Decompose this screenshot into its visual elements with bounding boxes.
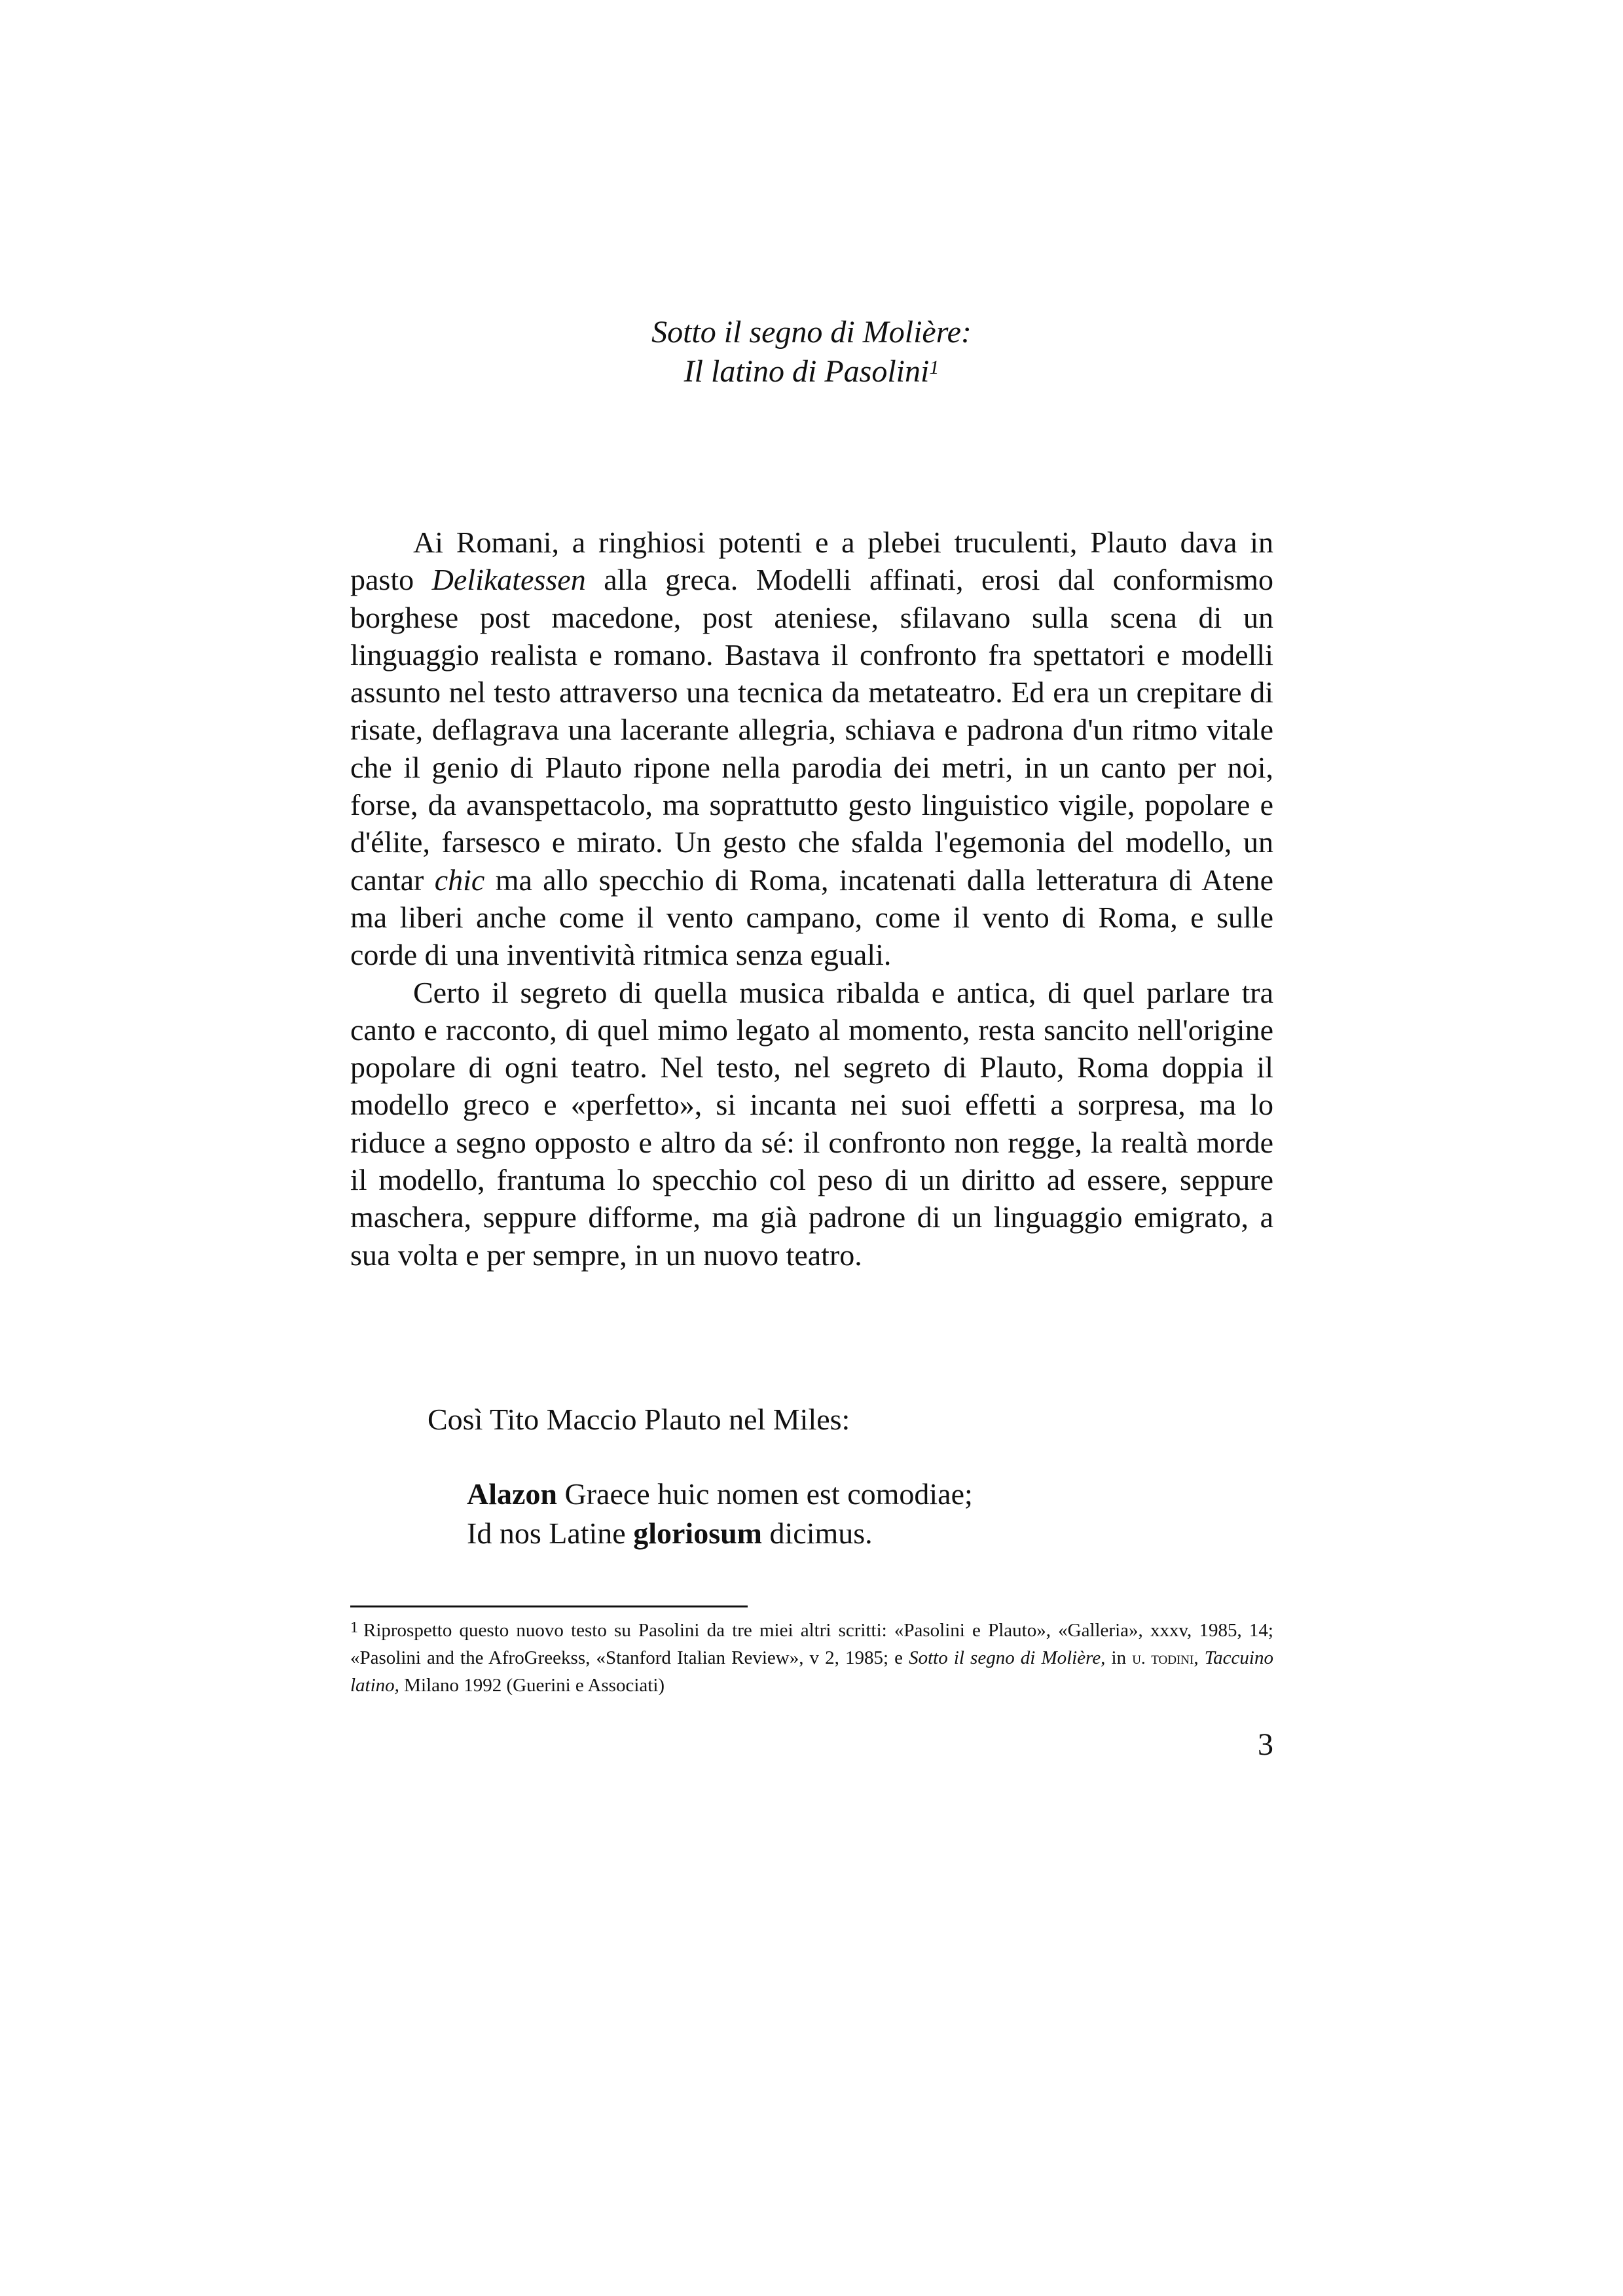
verse-line-1-rest: Graece huic nomen est comodiae; — [557, 1477, 973, 1511]
footnote-marker: 1 — [350, 1619, 358, 1636]
paragraph-1-italic-delikatessen: Delikatessen — [431, 563, 586, 597]
paragraph-1 — [350, 524, 1273, 974]
paragraph-1-italic-chic: chic — [434, 863, 485, 897]
paragraph-1-part-e: ma allo specchio di Roma, incatenati dalla letteratura di Atene ma liberi anche come il vento campano, come il vento di Roma, e sulle corde di una inventività ritmica senza eguali. — [350, 863, 1274, 972]
verse-line-2-post: dicimus. — [762, 1516, 873, 1550]
footnote-part-a: Riprospetto questo nuovo testo su Pasolini da tre miei altri scritti: «Pasolini e Plauto», «Galleria», xxxv, 1985, 14; «Pasolini and the AfroGreekss, «Stanford Italian Review», v 2, 1985; e — [350, 1620, 1273, 1668]
footnote-italic-book: Taccuino latino, — [350, 1647, 1273, 1696]
paragraph-1-part-a: Ai Romani, a ringhiosi potenti e a plebei truculenti, Plauto dava in pasto — [350, 526, 1273, 597]
body-text — [350, 524, 1273, 1274]
verse-line-2 — [467, 1514, 973, 1553]
verse-bold-alazon: Alazon — [467, 1477, 557, 1511]
title-line-2 — [0, 352, 1623, 391]
footnote-part-g: Milano 1992 (Guerini e Associati) — [399, 1675, 665, 1696]
footnote-separator — [350, 1605, 748, 1607]
title-line-2-text: Il latino di Pasolini — [684, 354, 930, 389]
page-number: 3 — [1258, 1727, 1273, 1762]
verse-bold-gloriosum: gloriosum — [633, 1516, 762, 1550]
verse-line-1 — [467, 1475, 973, 1514]
title-line-1: Sotto il segno di Molière: — [651, 315, 972, 350]
verse-line-2-pre: Id nos Latine — [467, 1516, 634, 1550]
footnote-author-smallcaps: u. todini — [1132, 1648, 1194, 1668]
verse-quotation — [467, 1475, 973, 1553]
paragraph-1-part-c: alla greca. Modelli affinati, erosi dal conformismo borghese post macedone, post ateniese, sfilavano sulla scena di un linguaggio realista e romano. Bastava il confronto fra spettatori e modelli assunto nel testo attraverso una tecnica da metateatro. Ed era un crepitare di risate, deflagrava una lacerante allegria, schiava e padrona d'un ritmo vitale che il genio di Plauto ripone nella parodia dei metri, in un canto per noi, forse, da avanspettacolo, ma soprattutto gesto linguistico vigile, popolare e d'élite, farsesco e mirato. Un gesto che sfalda l'egemonia del modello, un cantar — [350, 563, 1274, 897]
footnote-italic-title: Sotto il segno di Molière, — [909, 1647, 1106, 1668]
page-title — [0, 313, 1623, 391]
footnote-part-e: , — [1194, 1647, 1205, 1668]
verse-intro-line: Così Tito Maccio Plauto nel Miles: — [428, 1403, 850, 1436]
paragraph-2: Certo il segreto di quella musica ribalda e antica, di quel parlare tra canto e racconto, di quel mimo legato al momento, resta sancito nell'origine popolare di ogni teatro. Nel testo, nel segreto di Plauto, Roma doppia il modello greco e «perfetto», si incanta nei suoi effetti a sorpresa, ma lo riduce a segno opposto e altro da sé: il confronto non regge, la realtà morde il modello, frantuma lo specchio col peso di un diritto ad essere, seppure maschera, seppure difforme, ma già padrone di un linguaggio emigrato, a sua volta e per sempre, in un nuovo teatro. — [350, 975, 1273, 1272]
footnote — [350, 1617, 1273, 1699]
title-footnote-marker[interactable]: 1 — [929, 357, 939, 378]
footnote-part-c: in — [1105, 1647, 1133, 1668]
